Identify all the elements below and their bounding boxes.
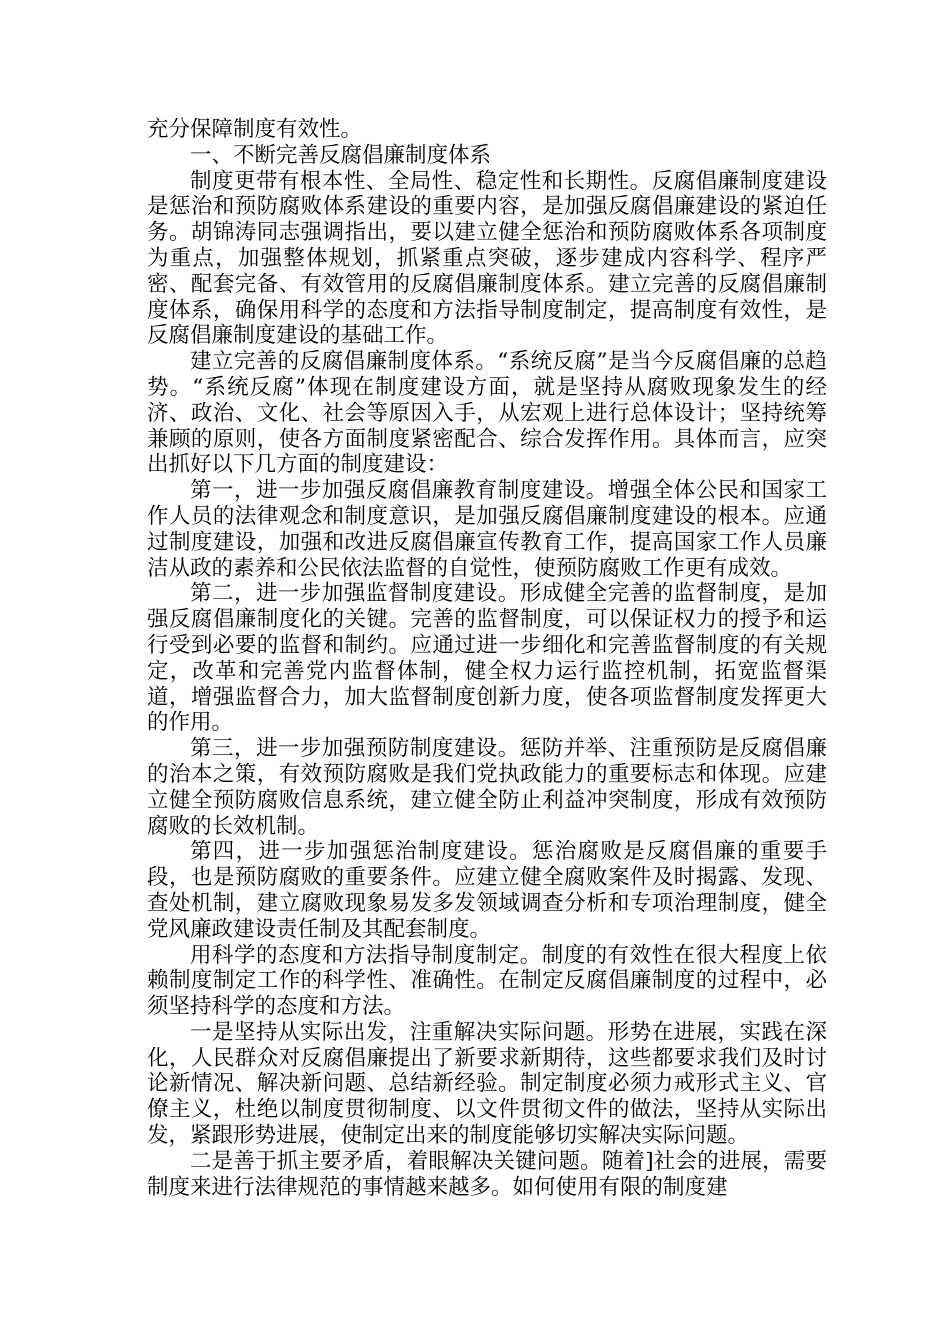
document-page <box>147 117 827 1200</box>
paragraph: 制度更带有根本性、全局性、稳定性和长期性。反腐倡廉制度建设是惩治和预防腐败体系建设的重要内容，是加强反腐倡廉建设的紧迫任务。胡锦涛同志强调指出，要以建立健全惩治和预防腐败体系各项制度为重点，加强整体规划，抓紧重点突破，逐步建成内容科学、程序严密、配套完备、有效管用的反腐倡廉制度体系。建立完善的反腐倡廉制度体系，确保用科学的态度和方法指导制度制定，提高制度有效性，是反腐倡廉制度建设的基础工作。 <box>147 168 827 349</box>
section-heading: 一、不断完善反腐倡廉制度体系 <box>190 142 492 168</box>
paragraph: 第四，进一步加强惩治制度建设。惩治腐败是反腐倡廉的重要手段，也是预防腐败的重要条件。应建立健全腐败案件及时揭露、发现、查处机制，建立腐败现象易发多发领域调查分析和专项治理制度，健全党风廉政建设责任制及其配套制度。 <box>147 839 827 942</box>
paragraph: 一是坚持从实际出发，注重解决实际问题。形势在进展，实践在深化，人民群众对反腐倡廉提出了新要求新期待，这些都要求我们及时讨论新情况、解决新问题、总结新经验。制定制度必须力戒形式主义、官僚主义，杜绝以制度贯彻制度、以文件贯彻文件的做法，坚持从实际出发，紧跟形势进展，使制定出来的制度能够切实解决实际问题。 <box>147 1019 827 1149</box>
lead-fragment: 充分保障制度有效性。 <box>147 117 363 142</box>
paragraph: 第三，进一步加强预防制度建设。惩防并举、注重预防是反腐倡廉的治本之策，有效预防腐败是我们党执政能力的重要标志和体现。应建立健全预防腐败信息系统，建立健全防止利益冲突制度，形成有效预防腐败的长效机制。 <box>147 736 827 839</box>
paragraph: 建立完善的反腐倡廉制度体系。“系统反腐”是当今反腐倡廉的总趋势。“系统反腐”体现在制度建设方面，就是坚持从腐败现象发生的经济、政治、文化、社会等原因入手，从宏观上进行总体设计；坚持统筹兼顾的原则，使各方面制度紧密配合、综合发挥作用。具体而言，应突出抓好以下几方面的制度建设： <box>147 349 827 478</box>
paragraph: 用科学的态度和方法指导制度制定。制度的有效性在很大程度上依赖制度制定工作的科学性、准确性。在制定反腐倡廉制度的过程中，必须坚持科学的态度和方法。 <box>147 942 827 1020</box>
paragraph: 第二，进一步加强监督制度建设。形成健全完善的监督制度，是加强反腐倡廉制度化的关键。完善的监督制度，可以保证权力的授予和运行受到必要的监督和制约。应通过进一步细化和完善监督制度的有关规定，改革和完善党内监督体制，健全权力运行监控机制，拓宽监督渠道，增强监督合力，加大监督制度创新力度，使各项监督制度发挥更大的作用。 <box>147 581 827 736</box>
paragraph: 二是善于抓主要矛盾，着眼解决关键问题。随着]社会的进展，需要制度来进行法律规范的事情越来越多。如何使用有限的制度建 <box>147 1148 827 1200</box>
paragraph: 第一，进一步加强反腐倡廉教育制度建设。增强全体公民和国家工作人员的法律观念和制度意识，是加强反腐倡廉制度建设的根本。应通过制度建设，加强和改进反腐倡廉宣传教育工作，提高国家工作人员廉洁从政的素养和公民依法监督的自觉性，使预防腐败工作更有成效。 <box>147 478 827 581</box>
